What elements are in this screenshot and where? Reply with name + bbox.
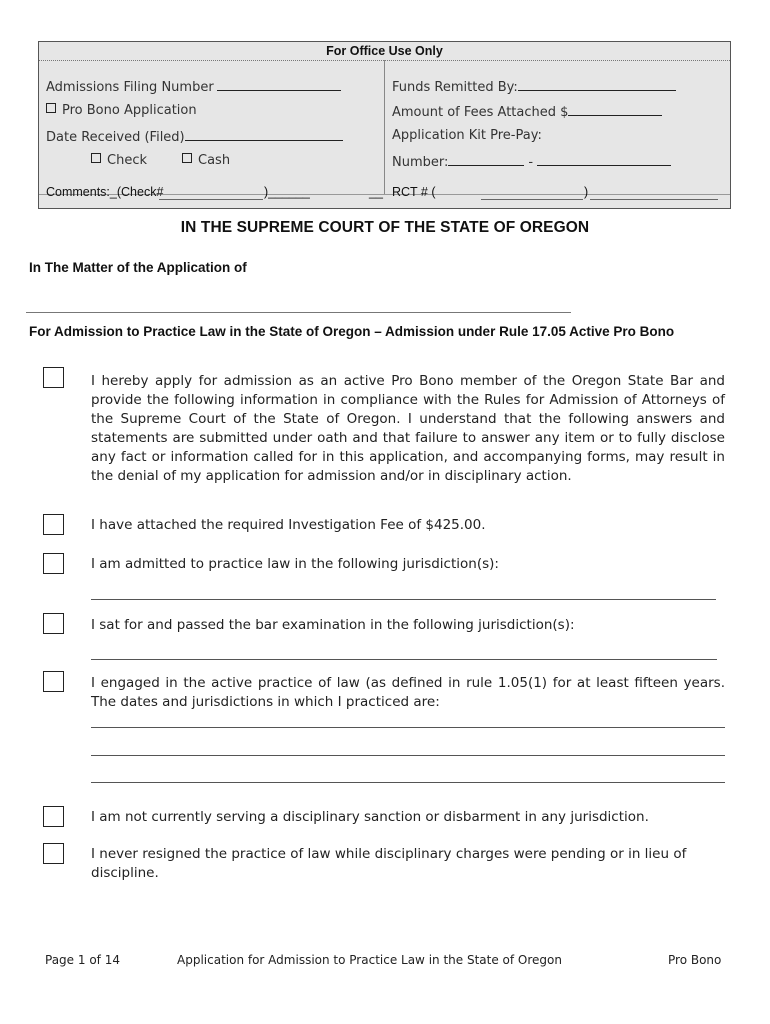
comments-check-line[interactable] [159, 199, 263, 200]
admissions-filing-number-field[interactable] [217, 78, 341, 91]
number-row [392, 153, 671, 170]
pro-bono-application-checkbox[interactable] [46, 103, 56, 113]
no-sanction-checkbox[interactable] [43, 806, 64, 827]
funds-remitted-field[interactable] [518, 78, 676, 91]
check-option [91, 153, 147, 168]
jurisdictions-admitted-checkbox[interactable] [43, 553, 64, 574]
applicant-name-line[interactable] [26, 312, 571, 313]
no-sanction-statement: I am not currently serving a disciplinary sanction or disbarment in any jurisdiction. [91, 809, 649, 825]
investigation-fee-checkbox[interactable] [43, 514, 64, 535]
active-practice-answer-line-3[interactable] [91, 782, 725, 783]
rct-number-line[interactable] [481, 199, 583, 200]
date-received-row [46, 128, 343, 145]
jurisdictions-admitted-statement: I am admitted to practice law in the following jurisdiction(s): [91, 556, 499, 572]
amount-of-fees-row [392, 103, 662, 120]
number-field-1[interactable] [448, 153, 524, 166]
office-column-divider [384, 60, 385, 194]
active-practice-checkbox[interactable] [43, 671, 64, 692]
date-received-label: Date Received (Filed) [46, 130, 185, 145]
check-checkbox[interactable] [91, 153, 101, 163]
rct-label: RCT # ( [392, 185, 436, 199]
footer-pro-bono: Pro Bono [668, 953, 722, 967]
application-kit-label: Application Kit Pre-Pay: [392, 128, 542, 143]
cash-label: Cash [198, 153, 231, 168]
admissions-filing-number-label: Admissions Filing Number [46, 80, 214, 95]
office-use-title: For Office Use Only [39, 42, 730, 61]
office-use-box [38, 41, 731, 209]
bar-exam-checkbox[interactable] [43, 613, 64, 634]
active-practice-statement: I engaged in the active practice of law (as defined in rule 1.05(1) for at least fifteen years. The dates and jurisdictions in which I practiced are: [91, 675, 725, 710]
jurisdictions-admitted-answer-line[interactable] [91, 599, 716, 600]
number-label: Number: [392, 155, 449, 170]
bar-exam-answer-line[interactable] [91, 659, 717, 660]
never-resigned-statement: I never resigned the practice of law while disciplinary charges were pending or in lieu of discipline. [91, 846, 687, 881]
amount-of-fees-field[interactable] [568, 103, 662, 116]
rct-close: ) [584, 185, 589, 199]
funds-remitted-row [392, 78, 676, 95]
amount-of-fees-label: Amount of Fees Attached $ [392, 105, 569, 120]
comments-label: Comments:_(Check# [46, 185, 164, 199]
bar-exam-statement: I sat for and passed the bar examination in the following jurisdiction(s): [91, 617, 575, 633]
investigation-fee-statement: I have attached the required Investigation Fee of $425.00. [91, 517, 486, 533]
cash-option [182, 153, 230, 168]
active-practice-answer-line-2[interactable] [91, 755, 725, 756]
court-title: IN THE SUPREME COURT OF THE STATE OF OREGON [180, 219, 590, 236]
number-field-2[interactable] [537, 153, 671, 166]
pro-bono-application-label: Pro Bono Application [62, 103, 197, 118]
never-resigned-checkbox[interactable] [43, 843, 64, 864]
footer-title: Application for Admission to Practice Law in the State of Oregon [177, 953, 562, 967]
rct-trailing-line [590, 199, 718, 200]
active-practice-answer-line-1[interactable] [91, 727, 725, 728]
date-received-field[interactable] [185, 128, 343, 141]
admissions-filing-number-row [46, 78, 341, 95]
admission-heading: For Admission to Practice Law in the State of Oregon – Admission under Rule 17.05 Active Pro Bono [29, 324, 675, 339]
pro-bono-application-row [46, 103, 197, 118]
oath-checkbox[interactable] [43, 367, 64, 388]
comments-gap: __ [369, 185, 383, 199]
cash-checkbox[interactable] [182, 153, 192, 163]
funds-remitted-label: Funds Remitted By: [392, 80, 518, 95]
matter-heading: In The Matter of the Application of [29, 260, 247, 275]
footer-page-number: Page 1 of 14 [45, 953, 120, 967]
comments-close: )______ [264, 185, 310, 199]
check-label: Check [107, 153, 147, 168]
number-dash: - [528, 155, 534, 170]
oath-statement: I hereby apply for admission as an active Pro Bono member of the Oregon State Bar and provide the following information in compliance with the Rules for Admission of Attorneys of the Supreme Court of the State of Oregon. I understand that the following answers and statements are submitted under oath and that failure to answer any item or to fully disclose any fact or information called for in this application, and accompanying forms, may result in the denial of my application for admission and/or in disciplinary action. [91, 373, 725, 484]
